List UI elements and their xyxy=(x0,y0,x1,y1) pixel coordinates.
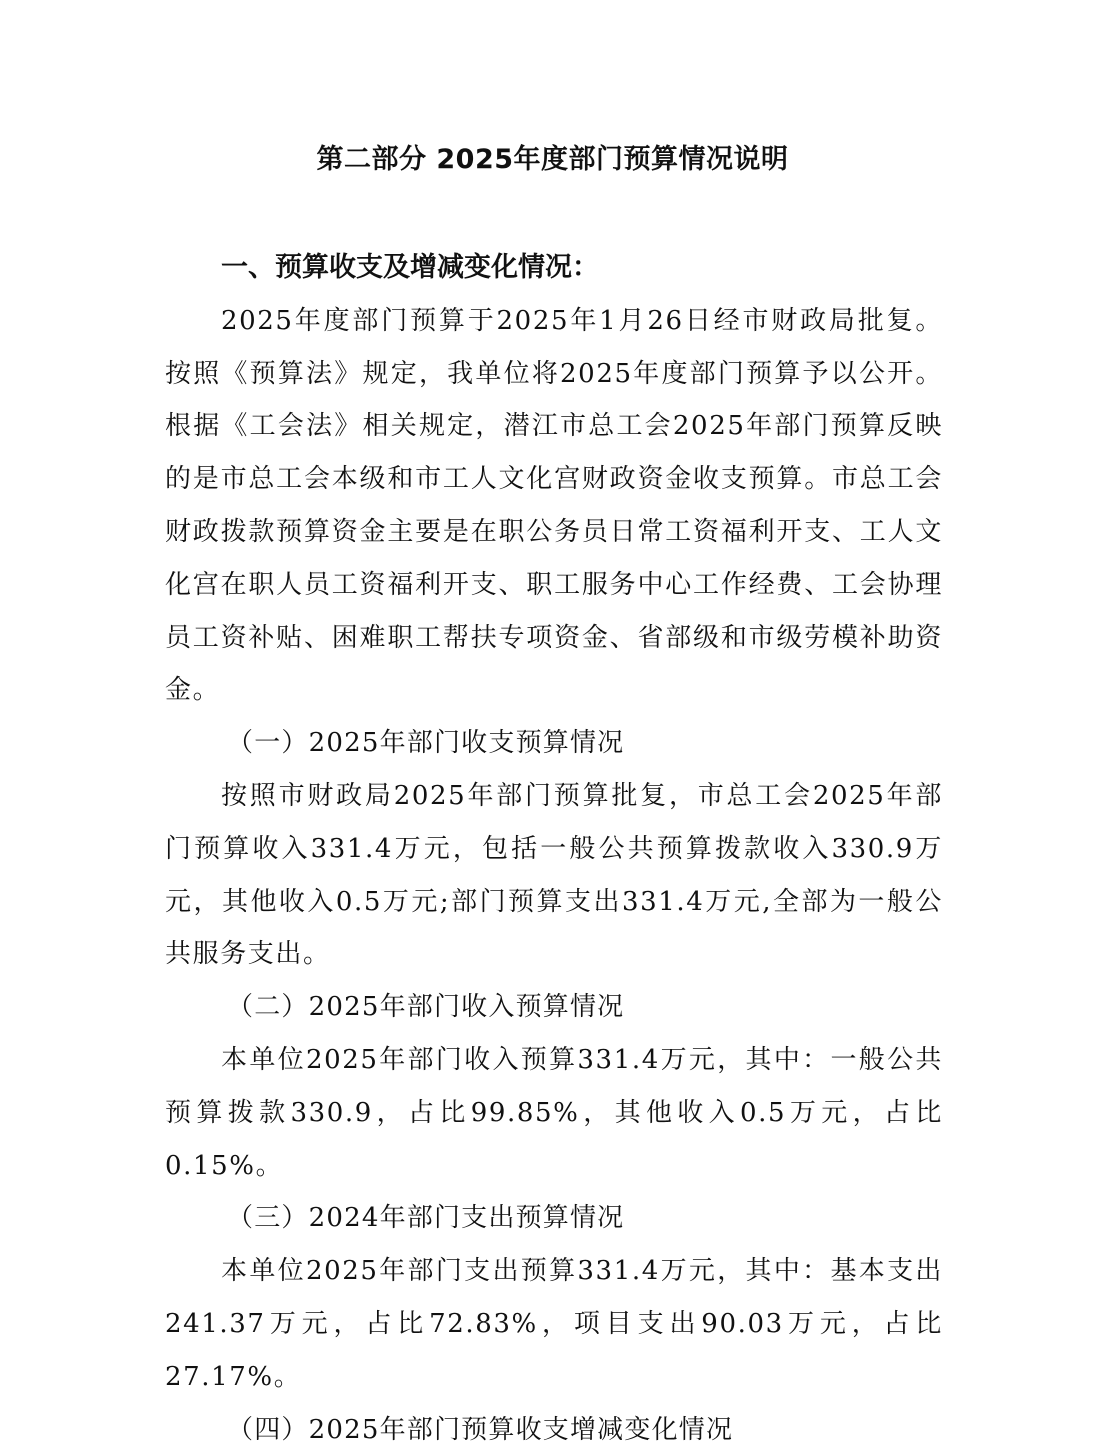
subheading-revenue-expenditure: （一）2025年部门收支预算情况 xyxy=(227,728,625,759)
document-body xyxy=(165,242,943,1456)
subheading-changes: （四）2025年部门预算收支增减变化情况 xyxy=(227,1414,734,1445)
section-heading-budget-overview: 一、预算收支及增减变化情况： xyxy=(221,252,599,283)
paragraph-expenditure: 本单位2025年部门支出预算331.4万元，其中：基本支出241.37万元，占比72.83%，项目支出90.03万元，占比27.17%。 xyxy=(165,1256,943,1392)
page-title: 第二部分 2025年度部门预算情况说明 xyxy=(316,144,789,175)
paragraph-revenue: 本单位2025年部门收入预算331.4万元，其中：一般公共预算拨款330.9，占比99.85%，其他收入0.5万元，占比0.15%。 xyxy=(165,1044,943,1181)
subheading-revenue: （二）2025年部门收入预算情况 xyxy=(227,992,625,1023)
intro-paragraph: 2025年度部门预算于2025年1月26日经市财政局批复。按照《预算法》规定，我单位将2025年度部门预算予以公开。根据《工会法》相关规定，潜江市总工会2025年部门预算反映的是市总工会本级和市工人文化宫财政资金收支预算。市总工会财政拨款预算资金主要是在职公务员日常工资福利开支、工人文化宫在职人员工资福利开支、职工服务中心工作经费、工会协理员工资补贴、困难职工帮扶专项资金、省部级和市级劳模补助资金。 xyxy=(165,305,943,706)
paragraph-revenue-expenditure: 按照市财政局2025年部门预算批复，市总工会2025年部门预算收入331.4万元，包括一般公共预算拨款收入330.9万元，其他收入0.5万元;部门预算支出331.4万元,全部为一般公共服务支出。 xyxy=(165,780,943,970)
subheading-expenditure: （三）2024年部门支出预算情况 xyxy=(227,1203,625,1234)
